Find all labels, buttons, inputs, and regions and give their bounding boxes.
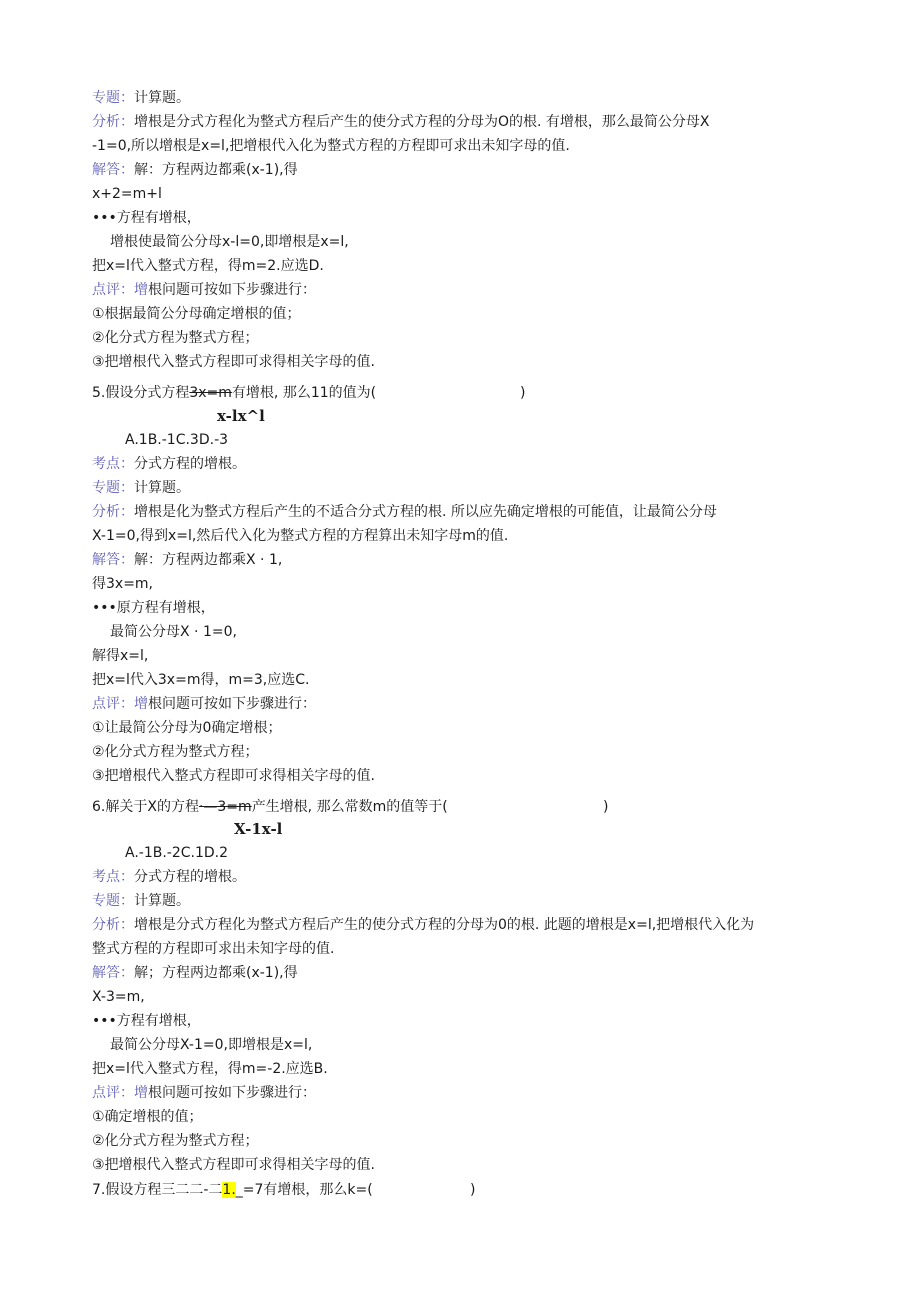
q6-step: •••方程有增根， xyxy=(92,1013,201,1029)
comment-highlight: 增 xyxy=(134,1085,148,1101)
q4-analysis-line-2: -1=0,所以增根是x=l,把增根代入化为整式方程的方程即可求出未知字母的值. xyxy=(92,138,570,154)
q5-step: 把x=l代入3x=m得，m=3,应选C. xyxy=(92,672,310,688)
point-text: 分式方程的增根。 xyxy=(134,456,246,472)
q5-options: A.1B.-1C.3D.-3 xyxy=(125,432,229,448)
comment-highlight: 增 xyxy=(134,696,148,712)
q7-close-paren: ) xyxy=(470,1182,476,1198)
q4-step: 把x=l代入整式方程，得m=2.应选D. xyxy=(92,258,324,274)
comment-highlight: 增 xyxy=(134,282,148,298)
topic-text: 计算题。 xyxy=(134,893,190,909)
q4-topic-line xyxy=(92,88,190,108)
comment-text: 根问题可按如下步骤进行： xyxy=(148,696,316,712)
q5-step: 得3x=m, xyxy=(92,576,154,592)
analysis-text: 增根是分式方程化为整式方程后产生的使分式方程的分母为0的根. 此题的增根是x=l,把增根代入化为 xyxy=(134,917,755,933)
comment-text: 根问题可按如下步骤进行： xyxy=(148,1085,316,1101)
q5-denominator: x-lx^l xyxy=(217,407,265,425)
q5-analysis-line xyxy=(92,502,717,522)
q4-step: •••方程有增根， xyxy=(92,210,201,226)
q5-comment-step: ①让最简公分母为0确定增根； xyxy=(92,720,282,736)
q6-analysis-line-2: 整式方程的方程即可求出未知字母的值. xyxy=(92,941,335,957)
topic-label: 专题： xyxy=(92,893,134,909)
comment-label: 点评： xyxy=(92,1085,134,1101)
q4-comment-step: ②化分式方程为整式方程； xyxy=(92,330,259,346)
comment-label: 点评： xyxy=(92,282,134,298)
q5-step: 最简公分母X · 1=0, xyxy=(110,624,237,640)
q7-stem-text: _=7有增根，那么k=( xyxy=(235,1182,373,1198)
q4-step: 增根使最简公分母x-l=0,即增根是x=l, xyxy=(110,234,349,250)
analysis-text: 增根是分式方程化为整式方程后产生的使分式方程的分母为O的根. 有增根，那么最简公分母X xyxy=(134,114,710,130)
q6-answer-line xyxy=(92,963,298,983)
q6-point-line xyxy=(92,867,246,887)
q5-comment-line xyxy=(92,694,316,714)
q6-denominator: X-1x-l xyxy=(234,820,283,838)
topic-text: 计算题。 xyxy=(134,480,190,496)
point-label: 考点： xyxy=(92,869,134,885)
q5-close-paren: ) xyxy=(520,385,526,401)
analysis-text: 增根是化为整式方程后产生的不适合分式方程的根. 所以应先确定增根的可能值，让最简公分母 xyxy=(134,504,717,520)
q5-numerator: 3x=m xyxy=(189,385,232,401)
q5-stem-text: 1的值为( xyxy=(319,385,377,401)
q6-comment-step: ③把增根代入整式方程即可求得相关字母的值. xyxy=(92,1157,375,1173)
q6-stem-text: 产生增根, 那么常数m的值等于( xyxy=(251,799,448,815)
q6-numerator: ·—3=m xyxy=(198,799,252,815)
q6-comment-step: ②化分式方程为整式方程； xyxy=(92,1133,259,1149)
q6-comment-line xyxy=(92,1083,316,1103)
q6-close-paren: ) xyxy=(603,799,609,815)
analysis-label: 分析： xyxy=(92,917,134,933)
q6-options: A.-1B.-2C.1D.2 xyxy=(125,845,229,861)
q5-stem xyxy=(92,383,376,403)
q5-comment-step: ③把增根代入整式方程即可求得相关字母的值. xyxy=(92,768,375,784)
q7-highlighted-text: 1. xyxy=(222,1182,236,1198)
q4-comment-step: ③把增根代入整式方程即可求得相关字母的值. xyxy=(92,354,375,370)
answer-text: 解；方程两边都乘(x-1),得 xyxy=(134,965,298,981)
q5-answer-line xyxy=(92,550,282,570)
answer-text: 解：方程两边都乘X · 1, xyxy=(134,552,283,568)
q6-step: 最简公分母X-1=0,即增根是x=l, xyxy=(110,1037,313,1053)
analysis-label: 分析： xyxy=(92,504,134,520)
q4-analysis-line xyxy=(92,112,710,132)
point-label: 考点： xyxy=(92,456,134,472)
q6-stem xyxy=(92,797,448,817)
q4-comment-step: ①根据最简公分母确定增根的值； xyxy=(92,306,301,322)
q5-step: •••原方程有增根， xyxy=(92,600,215,616)
topic-text: 计算题。 xyxy=(134,90,190,106)
q6-step: 把x=l代入整式方程，得m=-2.应选B. xyxy=(92,1061,328,1077)
q6-comment-step: ①确定增根的值； xyxy=(92,1109,203,1125)
comment-label: 点评： xyxy=(92,696,134,712)
topic-label: 专题： xyxy=(92,90,134,106)
point-text: 分式方程的增根。 xyxy=(134,869,246,885)
comment-text: 根问题可按如下步骤进行： xyxy=(148,282,316,298)
q6-analysis-line xyxy=(92,915,754,935)
answer-label: 解答： xyxy=(92,965,134,981)
topic-label: 专题： xyxy=(92,480,134,496)
q4-comment-line xyxy=(92,280,316,300)
q5-analysis-line-2: X-1=0,得到x=l,然后代入化为整式方程的方程算出未知字母m的值. xyxy=(92,528,509,544)
q5-topic-line xyxy=(92,478,190,498)
q6-topic-line xyxy=(92,891,190,911)
q6-step: X-3=m, xyxy=(92,989,145,1005)
q4-answer-line xyxy=(92,160,298,180)
answer-text: 解：方程两边都乘(x-1),得 xyxy=(134,162,298,178)
q5-point-line xyxy=(92,454,246,474)
q7-stem-text: 7.假设方程三二二-二 xyxy=(92,1182,223,1198)
q5-comment-step: ②化分式方程为整式方程； xyxy=(92,744,259,760)
analysis-label: 分析： xyxy=(92,114,134,130)
q4-step: x+2=m+l xyxy=(92,186,162,202)
q5-step: 解得x=l, xyxy=(92,648,149,664)
q7-stem xyxy=(92,1180,373,1200)
answer-label: 解答： xyxy=(92,552,134,568)
q6-stem-text: 6.解关于X的方程 xyxy=(92,799,199,815)
q5-stem-text: 5.假设分式方程 xyxy=(92,385,190,401)
q5-stem-text: 有增根, 那么1 xyxy=(231,385,320,401)
answer-label: 解答： xyxy=(92,162,134,178)
